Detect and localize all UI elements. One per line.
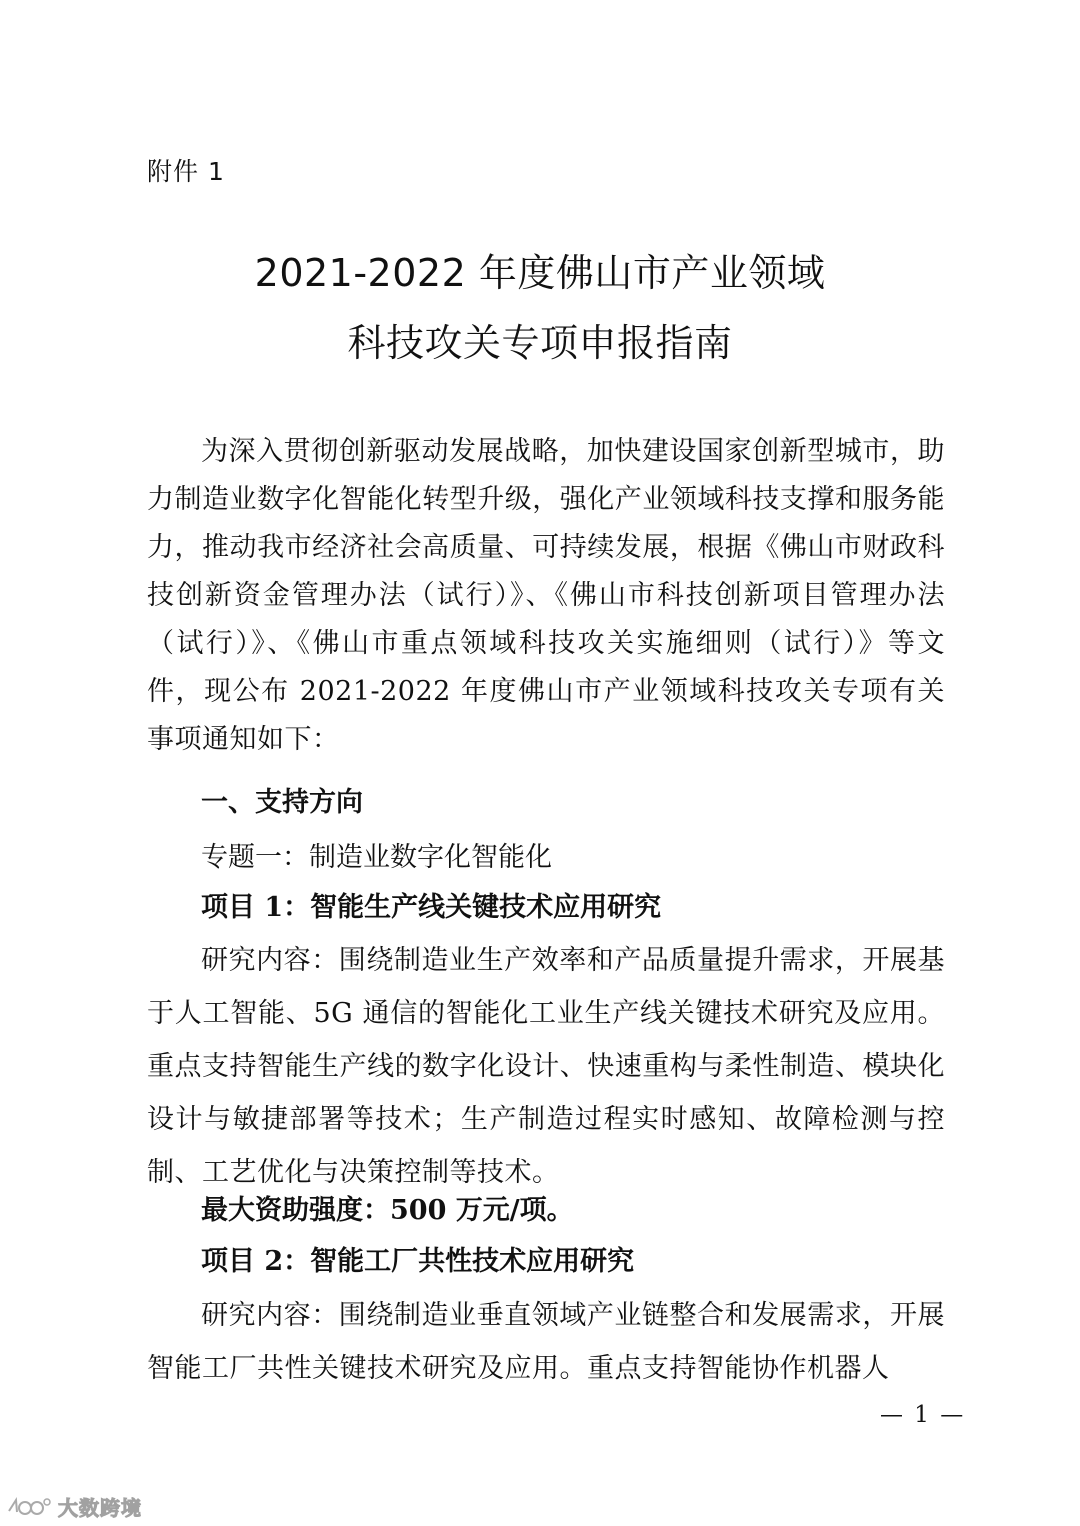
project-2-content: 研究内容：围绕制造业垂直领域产业链整合和发展需求，开展智能工厂共性关键技术研究及应用。重点支持智能协作机器人 [147,1300,945,1384]
section-heading: 一、支持方向 [201,787,363,818]
project-1-content: 研究内容：围绕制造业生产效率和产品质量提升需求，开展基于人工智能、5G 通信的智能化工业生产线关键技术研究及应用。重点支持智能生产线的数字化设计、快速重构与柔性制造、模块化设计与敏捷部署等技术；生产制造过程实时感知、故障检测与控制、工艺优化与决策控制等技术。 [147,945,945,1188]
document-title-line-1: 2021-2022 年度佛山市产业领域 [254,251,826,295]
watermark-logo-icon [6,1496,52,1518]
topic-heading: 专题一：制造业数字化智能化 [201,842,552,873]
attachment-label: 附件 1 [147,157,225,186]
project-1-funding: 最大资助强度：500 万元/项。 [201,1195,574,1226]
intro-paragraph: 为深入贯彻创新驱动发展战略，加快建设国家创新型城市，助力制造业数字化智能化转型升级，强化产业领域科技支撑和服务能力，推动我市经济社会高质量、可持续发展，根据《佛山市财政科技创新资金管理办法（试行）》、《佛山市科技创新项目管理办法（试行）》、《佛山市重点领域科技攻关实施细则（试行）》等文件，现公布 2021-2022 年度佛山市产业领域科技攻关专项有关事项通知如下： [147,436,945,755]
watermark-text: 大数跨境 [58,1496,142,1520]
project-2-title: 项目 2：智能工厂共性技术应用研究 [201,1246,635,1277]
document-title-line-2: 科技攻关专项申报指南 [347,321,733,365]
watermark [6,1492,142,1521]
project-1-title: 项目 1：智能生产线关键技术应用研究 [201,892,662,923]
page-number: — 1 — [880,1402,966,1428]
